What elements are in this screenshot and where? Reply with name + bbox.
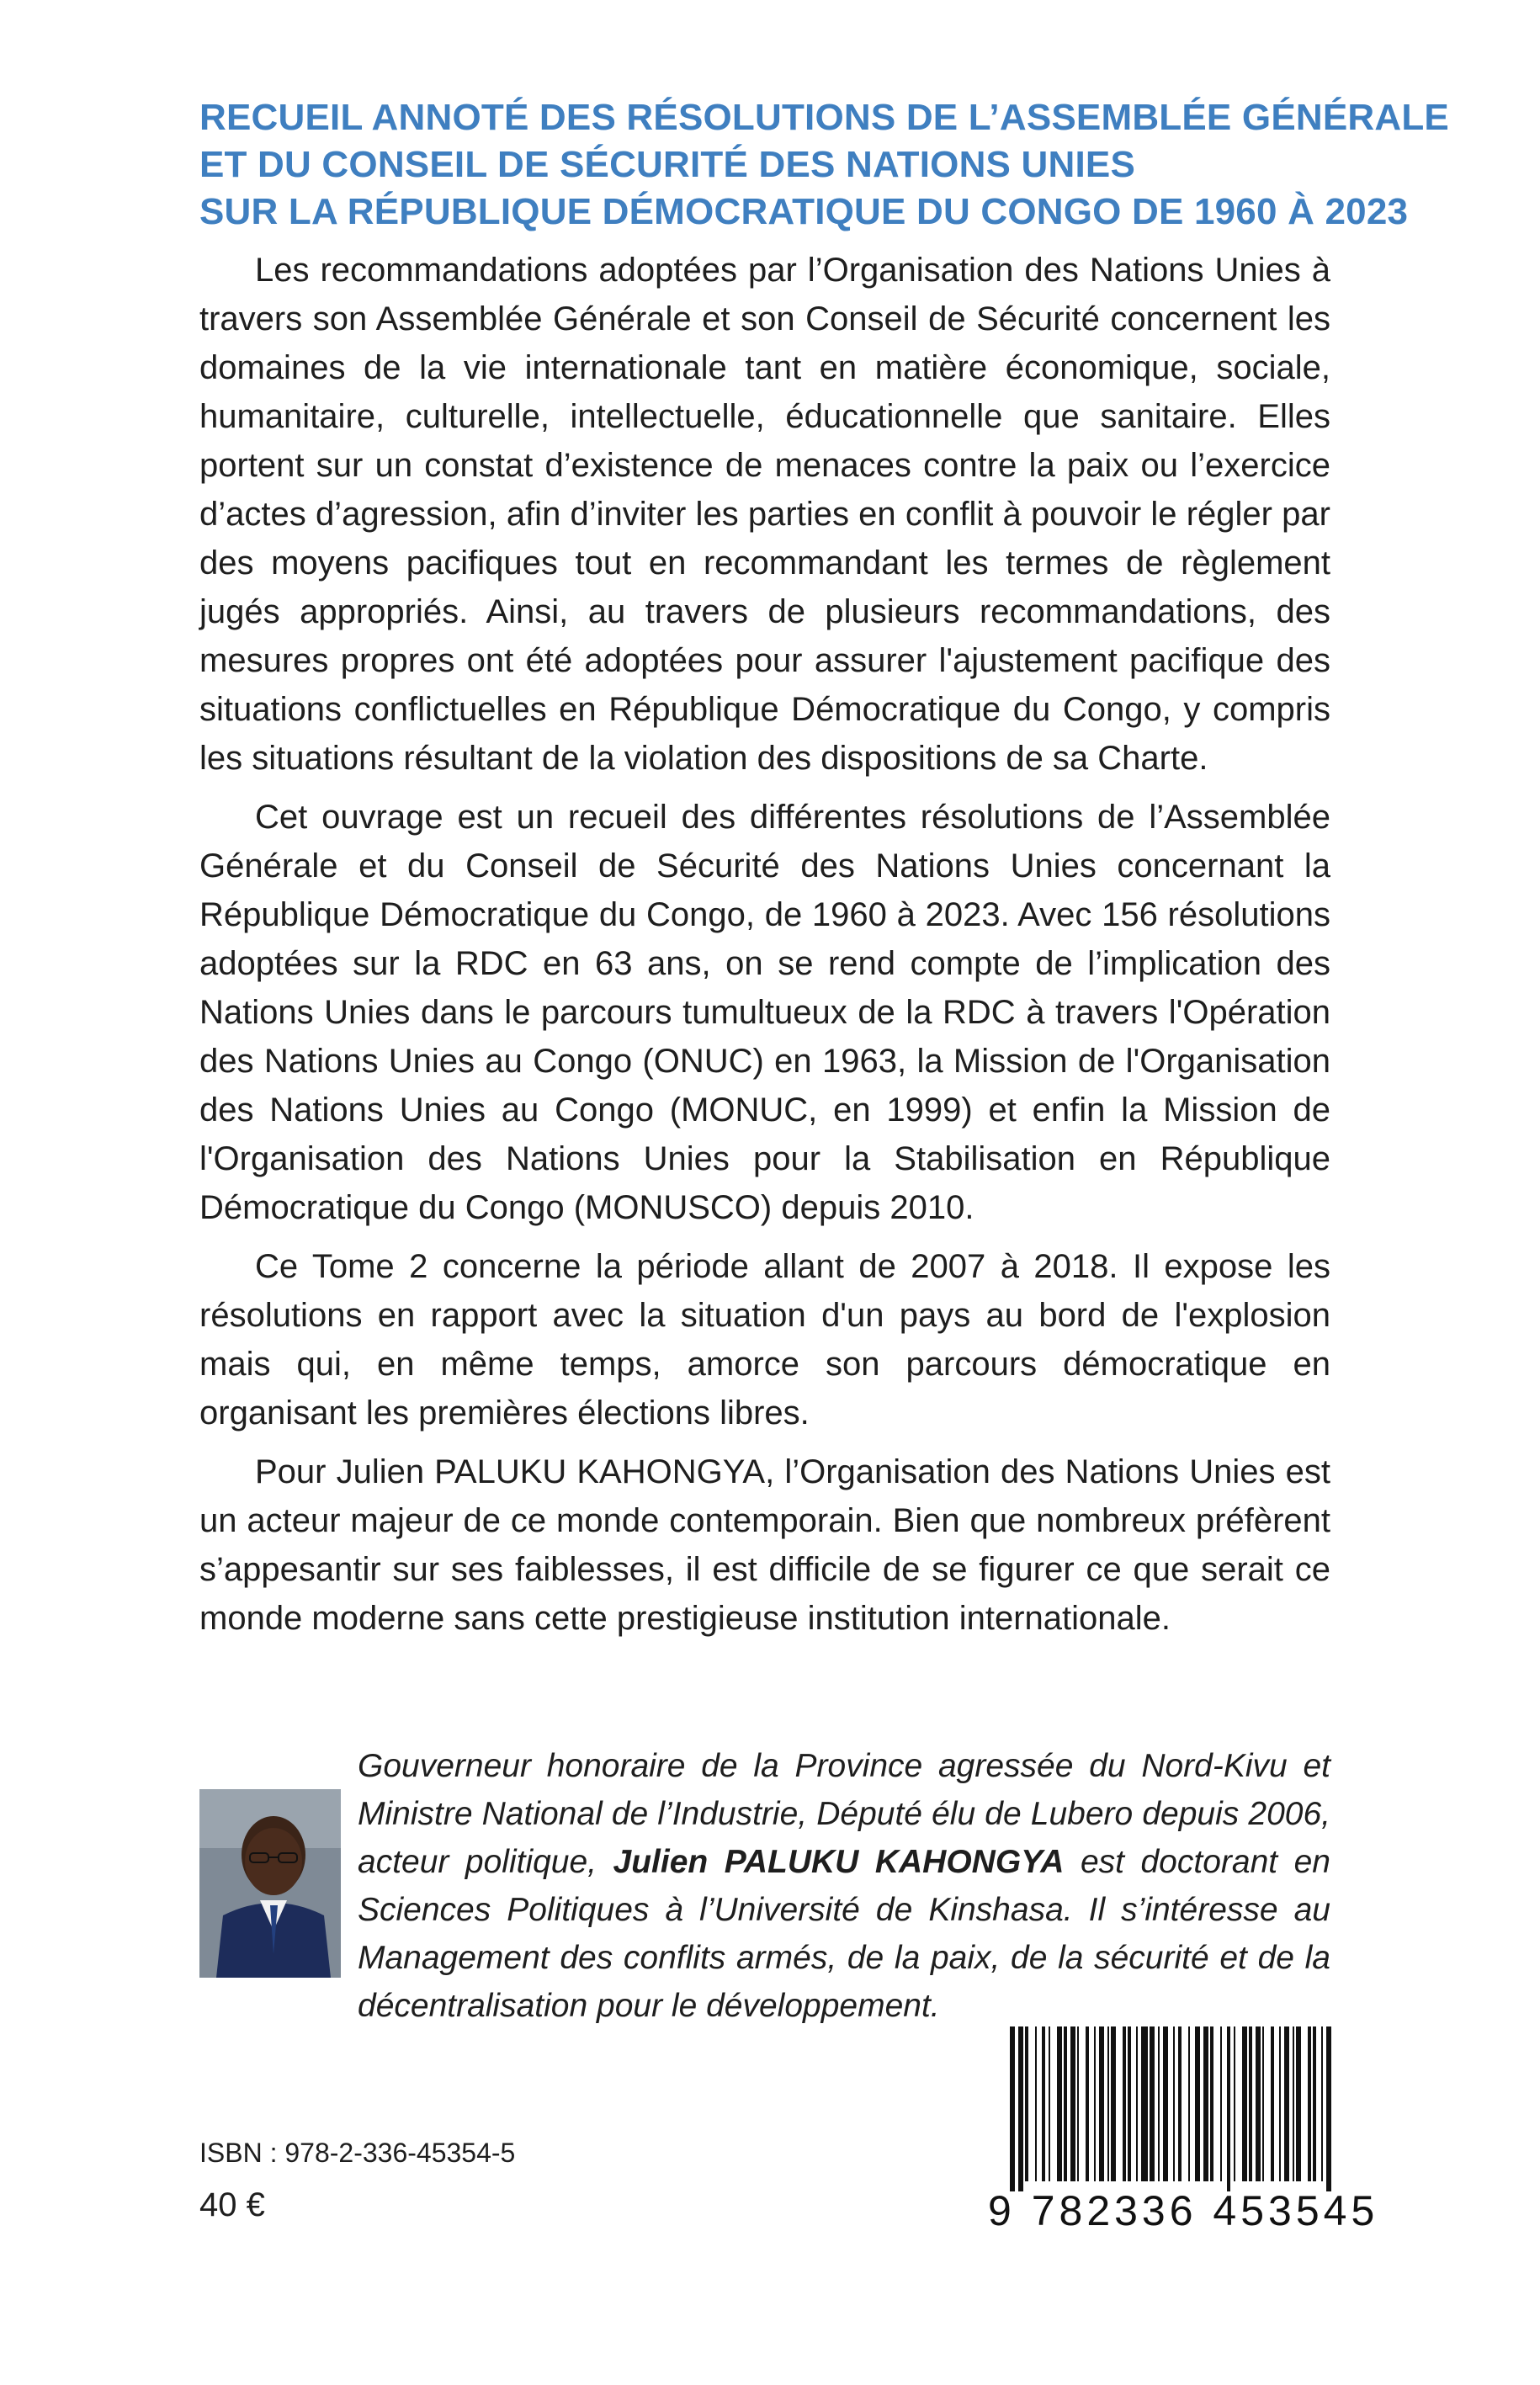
barcode-bar: [1203, 2026, 1208, 2181]
barcode-bar: [1057, 2026, 1062, 2181]
barcode-bar: [1123, 2026, 1126, 2181]
barcode-bar: [1220, 2026, 1222, 2181]
barcode-bar: [1042, 2026, 1045, 2181]
barcode-bar: [1173, 2026, 1175, 2181]
barcode: [988, 2026, 1379, 2245]
barcode-bar: [1279, 2026, 1281, 2181]
barcode-bar: [1210, 2026, 1213, 2181]
paragraph-2: Cet ouvrage est un recueil des différentes résolutions de l’Assemblée Générale et du Conseil de Sécurité des Nations Unies concernant la République Démocratique du Congo, de 1960 à 2023. Avec 156 résolutions adoptées sur la RDC en 63 ans, on se rend compte de l’implication des Nations Unies dans le parcours tumultueux de la RDC à travers l'Opération des Nations Unies au Congo (ONUC) en 1963, la Mission de l'Organisation des Nations Unies au Congo (MONUC, en 1999) et enfin la Mission de l'Organisation des Nations Unies pour la Stabilisation en République Démocratique du Congo (MONUSCO) depuis 2010.: [199, 799, 1330, 1226]
title-line-3: SUR LA RÉPUBLIQUE DÉMOCRATIQUE DU CONGO DE 1960 À 2023: [199, 191, 1409, 232]
paragraph-3: Ce Tome 2 concerne la période allant de 2007 à 2018. Il expose les résolutions en rapport avec la situation d'un pays au bord de l'explosion mais qui, en même temps, amorce son parcours démocratique en organisant les premières élections libres.: [199, 1248, 1330, 1432]
barcode-bar: [1010, 2026, 1015, 2191]
barcode-bar: [1025, 2026, 1028, 2181]
barcode-bar: [1249, 2026, 1252, 2181]
barcode-bar: [1077, 2026, 1079, 2181]
barcode-bar: [1111, 2026, 1116, 2181]
barcode-bar: [1242, 2026, 1247, 2181]
author-photo: [199, 1789, 341, 1978]
barcode-bar: [1227, 2026, 1230, 2191]
barcode-bar: [1163, 2026, 1168, 2181]
author-bio-intro: Gouverneur honoraire de la Province agressée du Nord-Kivu et Ministre National de l’Industrie, Député élu de Lubero depuis 2006, acteur politique,: [358, 1748, 1330, 1880]
barcode-bar: [1064, 2026, 1067, 2181]
title-line-2: ET DU CONSEIL DE SÉCURITÉ DES NATIONS UNIES: [199, 144, 1135, 185]
barcode-bar: [1293, 2026, 1294, 2181]
barcode-bar: [1128, 2026, 1131, 2181]
barcode-bar: [1136, 2026, 1138, 2181]
barcode-bar: [1070, 2026, 1075, 2181]
barcode-bar: [1158, 2026, 1160, 2181]
barcode-bar: [1178, 2026, 1182, 2181]
barcode-bar: [1308, 2026, 1311, 2181]
barcode-bar: [1099, 2026, 1104, 2181]
author-bio-rest: est doctorant en Sciences Politiques à l’Université de Kinshasa. Il s’intéresse au Management des conflits armés, de la paix, de la sécurité et de la décentralisation pour le développement.: [358, 1844, 1330, 2024]
barcode-bar: [1049, 2026, 1050, 2181]
barcode-bar: [1284, 2026, 1289, 2181]
barcode-bar: [1271, 2026, 1274, 2181]
author-section: [199, 1742, 1330, 2024]
barcode-bar: [1234, 2026, 1235, 2181]
barcode-bar: [1035, 2026, 1037, 2181]
paragraph-1: Les recommandations adoptées par l’Organisation des Nations Unies à travers son Assemblée Générale et son Conseil de Sécurité concernent les domaines de la vie internationale tant en matière économique, sociale, humanitaire, culturelle, intellectuelle, éducationnelle que sanitaire. Elles portent sur un constat d’existence de menaces contre la paix ou l’exercice d’actes d’agression, afin d’inviter les parties en conflit à pouvoir le régler par des moyens pacifiques tout en recommandant les termes de règlement jugés appropriés. Ainsi, au travers de plusieurs recommandations, des mesures propres ont été adoptées pour assurer l'ajustement pacifique des situations conflictuelles en République Démocratique du Congo, y compris les situations résultant de la violation des dispositions de sa Charte.: [199, 252, 1330, 777]
barcode-bar: [1018, 2026, 1023, 2191]
author-portrait-image: [199, 1789, 341, 1978]
barcode-bar: [1326, 2026, 1331, 2191]
barcode-bar: [1262, 2026, 1264, 2181]
barcode-bar: [1296, 2026, 1301, 2181]
paragraph-4: Pour Julien PALUKU KAHONGYA, l’Organisation des Nations Unies est un acteur majeur de ce monde contemporain. Bien que nombreux préfèrent s’appesantir sur ses faiblesses, il est difficile de se figurer ce que serait ce monde moderne sans cette prestigieuse institution internationale.: [199, 1453, 1330, 1637]
isbn-text: ISBN : 978-2-336-45354-5: [199, 2138, 516, 2168]
author-name: Julien PALUKU KAHONGYA: [613, 1844, 1065, 1880]
barcode-bar: [1086, 2026, 1089, 2181]
barcode-bar: [1141, 2026, 1148, 2181]
price-text: 40 €: [199, 2186, 265, 2223]
barcode-number: 9 782336 453545: [988, 2187, 1379, 2234]
barcode-bar: [1107, 2026, 1109, 2181]
barcode-bar: [1150, 2026, 1155, 2181]
author-bio: [358, 1742, 1330, 2030]
barcode-bar: [1321, 2026, 1323, 2181]
summary-text: [199, 246, 1330, 1653]
barcode-bar: [1188, 2026, 1190, 2181]
barcode-bar: [1195, 2026, 1200, 2181]
barcode-bars: [1010, 2026, 1331, 2191]
barcode-bar: [1256, 2026, 1261, 2181]
book-title: [199, 94, 1449, 236]
title-line-1: RECUEIL ANNOTÉ DES RÉSOLUTIONS DE L’ASSEMBLÉE GÉNÉRALE: [199, 97, 1449, 138]
barcode-bar: [1313, 2026, 1316, 2181]
barcode-bar: [1094, 2026, 1096, 2181]
